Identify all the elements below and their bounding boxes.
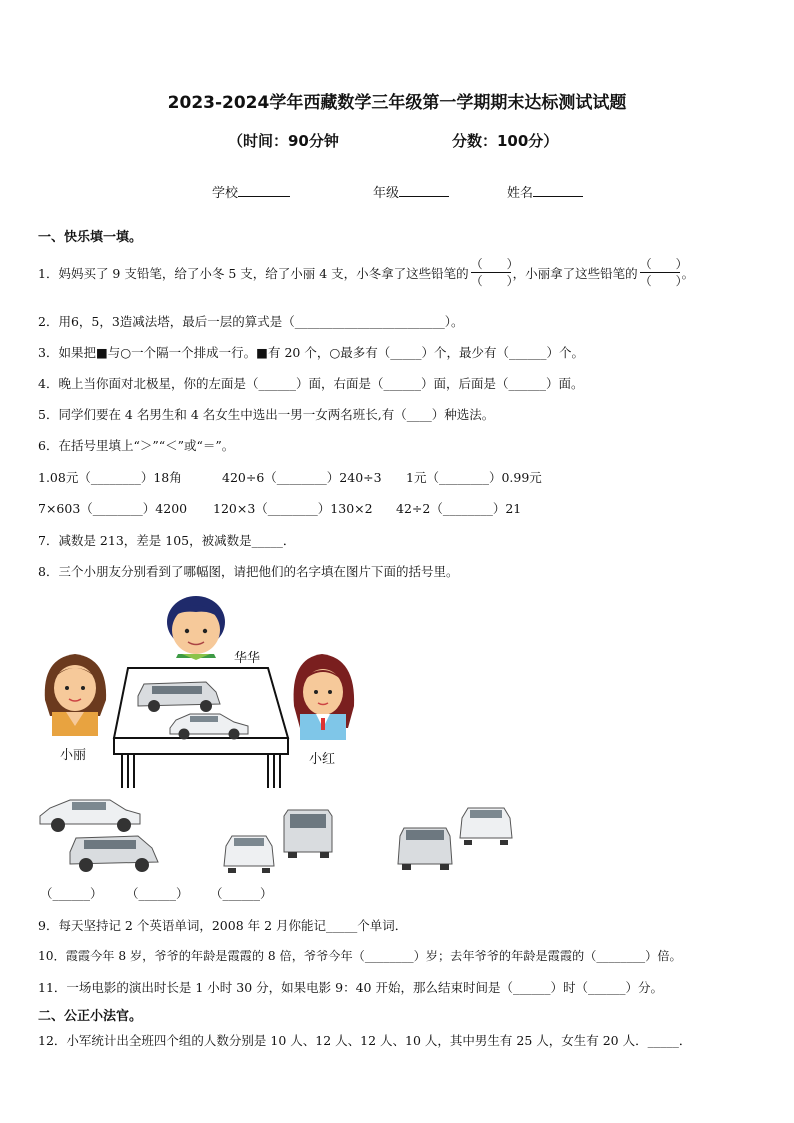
question-5: 5．同学们要在 4 名男生和 4 名女生中选出一男一女两名班长,有（____）种选法。 — [38, 407, 495, 422]
exam-score: 分数：100分） — [452, 132, 559, 150]
name-label: 姓名 — [507, 186, 534, 201]
grade-field — [373, 182, 449, 201]
question-4: 4．晚上当你面对北极星，你的左面是（______）面，右面是（______）面，后面是（______）面。 — [38, 376, 584, 391]
page-title: 2023-2024学年西藏数学三年级第一学期期末达标测试试题 — [167, 93, 627, 113]
school-label: 学校 — [212, 186, 239, 201]
q8-blank-2: （______） — [126, 886, 189, 901]
q6-item: 7×603（________）4200 — [38, 501, 188, 516]
school-field — [212, 182, 290, 201]
q6-item: 1.08元（________）18角 — [38, 470, 182, 485]
view-3-suv-front-icon — [398, 828, 452, 870]
q8-illustration — [30, 588, 570, 904]
q1-text-c: 。 — [681, 265, 695, 281]
question-10: 10．霞霞今年 8 岁，爷爷的年龄是霞霞的 8 倍，爷爷今年（________）岁；去年爷爷的年龄是霞霞的（________）倍。 — [38, 949, 682, 963]
q1-fraction-2: $\frac{( )}{( )}$ — [639, 257, 688, 288]
q6-item: 42÷2（________）21 — [396, 501, 522, 516]
label-xiaoli: 小丽 — [60, 748, 87, 763]
q8-blank-1: （______） — [40, 886, 103, 901]
q1-text-a: 1．妈妈买了 9 支铅笔，给了小冬 5 支，给了小丽 4 支，小冬拿了这些铅笔的 — [38, 265, 469, 281]
q1-fraction-1: $\frac{( )}{( )}$ — [470, 257, 519, 288]
school-blank — [238, 182, 290, 197]
question-12: 12．小军统计出全班四个组的人数分别是 10 人、12 人、12 人、10 人，其中男生有 25 人，女生有 20 人．_____． — [38, 1033, 692, 1048]
girl-xiaohong-icon — [294, 654, 355, 740]
q6-item: 1元（________）0.99元 — [406, 470, 542, 485]
view-3-sedan-back-icon — [460, 808, 512, 845]
view-2-suv-back-icon — [284, 810, 332, 858]
suv-car-icon — [138, 682, 220, 712]
question-9: 9．每天坚持记 2 个英语单词，2008 年 2 月你能记_____个单词． — [38, 918, 408, 933]
question-3: 3．如果把■与○一个隔一个排成一行。■有 20 个，○最多有（_____）个，最少有（______）个。 — [38, 345, 584, 360]
grade-label: 年级 — [373, 186, 400, 201]
question-2: 2．用6，5，3造减法塔，最后一层的算式是（________________________）。 — [38, 314, 464, 329]
view-1-suv-side-icon — [70, 836, 158, 872]
label-huahua: 华华 — [234, 651, 261, 666]
section-2-title: 二、公正小法官。 — [38, 1009, 143, 1024]
name-field — [507, 182, 583, 201]
view-2-sedan-front-icon — [224, 836, 274, 873]
q1-text-b: ，小丽拿了这些铅笔的 — [512, 265, 638, 281]
q6-item: 120×3（________）130×2 — [213, 501, 373, 516]
question-6: 6．在括号里填上“＞”“＜”或“＝”。 — [38, 438, 235, 453]
question-7: 7．减数是 213，差是 105，被减数是_____． — [38, 533, 296, 548]
view-1-sedan-side-icon — [40, 800, 140, 832]
q6-item: 420÷6（________）240÷3 — [222, 470, 382, 485]
question-11: 11．一场电影的演出时长是 1 小时 30 分，如果电影 9：40 开始，那么结束时间是（______）时（______）分。 — [38, 980, 663, 995]
section-1-title: 一、快乐填一填。 — [38, 230, 143, 245]
question-8: 8．三个小朋友分别看到了哪幅图，请把他们的名字填在图片下面的括号里。 — [38, 564, 459, 579]
grade-blank — [399, 182, 449, 197]
q8-blank-3: （______） — [210, 886, 273, 901]
sedan-car-icon — [170, 714, 248, 740]
question-1 — [38, 256, 694, 289]
boy-huahua-icon — [167, 596, 225, 660]
label-xiaohong: 小红 — [309, 752, 336, 767]
girl-xiaoli-icon — [45, 654, 106, 736]
exam-time: （时间：90分钟 — [228, 132, 339, 150]
name-blank — [533, 182, 583, 197]
